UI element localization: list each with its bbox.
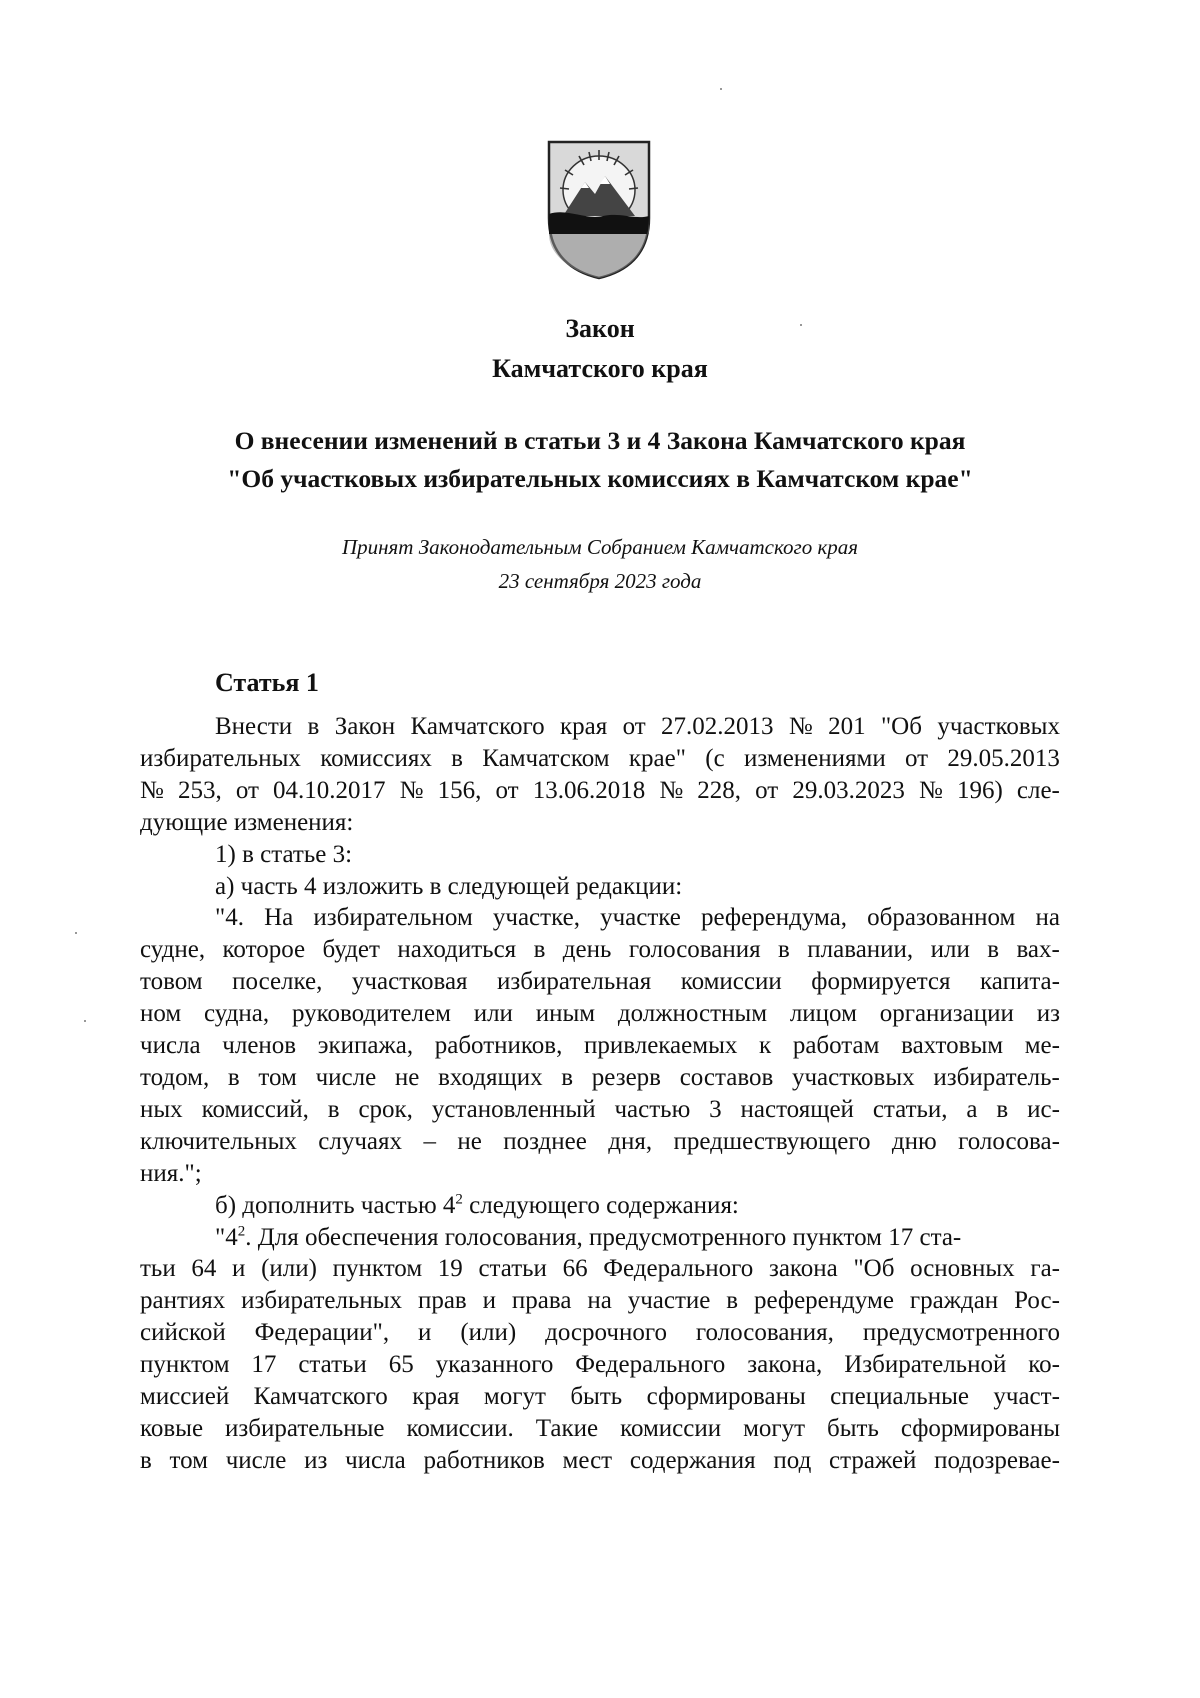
- word: участке: [600, 904, 681, 932]
- word: №: [788, 713, 813, 740]
- word: которое: [222, 936, 306, 964]
- text-line: [140, 902, 1060, 934]
- word: ис-: [1027, 1095, 1060, 1123]
- word: комиссии.: [406, 1414, 514, 1442]
- word: закона,: [747, 1351, 823, 1379]
- word: избирательном: [313, 904, 473, 932]
- word: граждан: [909, 1287, 999, 1315]
- law-title: Закон: [565, 314, 635, 343]
- scan-speck: [75, 932, 77, 934]
- word: в: [451, 744, 463, 772]
- word: комиссии: [620, 1414, 722, 1442]
- word: и: [232, 1255, 246, 1283]
- word: сийской: [140, 1319, 226, 1347]
- article-heading: Статья 1: [215, 668, 319, 697]
- word: предшествующего: [673, 1127, 871, 1155]
- law-subject: [0, 422, 1200, 498]
- word: 156,: [437, 776, 482, 804]
- text-line: [140, 1285, 1060, 1317]
- word: Рос-: [1014, 1287, 1060, 1315]
- word: установленный: [431, 1095, 596, 1123]
- word: ключительных: [140, 1127, 297, 1155]
- word: позднее: [503, 1127, 587, 1155]
- word: ко-: [1028, 1351, 1060, 1379]
- word: привлекаемых: [583, 1032, 738, 1060]
- word: Внести: [215, 713, 293, 740]
- word: находиться: [397, 936, 517, 964]
- word: сформированы: [900, 1414, 1060, 1442]
- word: на: [587, 1287, 612, 1315]
- word: миссией: [140, 1383, 230, 1411]
- kamchatka-coat-of-arms-icon: [545, 138, 653, 280]
- word: основных: [910, 1255, 1015, 1283]
- word: Камчатском: [482, 744, 610, 772]
- word: том: [258, 1063, 297, 1091]
- word: 66: [562, 1255, 588, 1283]
- word: №: [918, 776, 943, 804]
- word: в: [987, 936, 1000, 964]
- word: в: [996, 1095, 1009, 1123]
- word: ном: [140, 1000, 182, 1028]
- word: от: [755, 776, 779, 804]
- text-line: [140, 1381, 1060, 1413]
- word: указанного: [435, 1351, 554, 1379]
- word: "Об: [880, 713, 922, 740]
- word: от: [622, 713, 646, 740]
- word: настоящей: [740, 1095, 854, 1123]
- word: из: [1036, 1000, 1060, 1028]
- article-body: [140, 711, 1060, 1477]
- word: 196): [956, 776, 1003, 804]
- word: №: [399, 776, 424, 804]
- word: Камчатского: [253, 1383, 388, 1411]
- text-line: дующие изменения:: [140, 808, 354, 836]
- word: комиссиях: [320, 744, 432, 772]
- word: под: [773, 1446, 812, 1474]
- word: том: [169, 1446, 208, 1474]
- word: статьи: [478, 1255, 547, 1283]
- word: из: [304, 1446, 328, 1474]
- word: а: [966, 1095, 978, 1123]
- word: стражей: [829, 1446, 917, 1474]
- word: Камчатского: [410, 713, 545, 740]
- word: статьи: [298, 1351, 367, 1379]
- word: референдума,: [700, 904, 848, 932]
- word: ковые: [140, 1414, 204, 1442]
- word: резерв: [591, 1063, 661, 1091]
- word: 29.05.2013: [947, 744, 1060, 772]
- word: не: [457, 1127, 482, 1155]
- text-line: [140, 966, 1060, 998]
- word: составов: [679, 1063, 774, 1091]
- word: и: [418, 1319, 432, 1347]
- word: избирательная: [497, 968, 652, 996]
- word: дня,: [608, 1127, 653, 1155]
- word: работам: [792, 1032, 880, 1060]
- text-line: [140, 934, 1060, 966]
- word: быть: [570, 1383, 623, 1411]
- word: края: [559, 713, 608, 740]
- word: пунктом: [140, 1351, 230, 1379]
- adoption-note: [0, 530, 1200, 598]
- word: 19: [437, 1255, 463, 1283]
- word: досрочного: [545, 1319, 667, 1347]
- word: мест: [562, 1446, 613, 1474]
- word: 27.02.2013: [661, 713, 774, 740]
- word: от: [905, 744, 929, 772]
- word: референдуме: [753, 1287, 894, 1315]
- word: пунктом: [332, 1255, 423, 1283]
- word: капита-: [980, 968, 1060, 996]
- word: сформированы: [646, 1383, 806, 1411]
- word: рантиях: [140, 1287, 226, 1315]
- word: "Об: [853, 1255, 895, 1283]
- word: Федерального: [603, 1255, 754, 1283]
- word: числа: [140, 1032, 201, 1060]
- scan-speck: [720, 88, 722, 90]
- adoption-body: Принят Законодательным Собранием Камчатского края: [341, 535, 859, 559]
- word: тьи: [140, 1255, 176, 1283]
- word: 228,: [697, 776, 742, 804]
- scan-speck: [84, 1020, 86, 1022]
- word: в: [327, 1095, 340, 1123]
- word: должностным: [617, 1000, 768, 1028]
- word: вах-: [1016, 936, 1060, 964]
- word: прав: [417, 1287, 467, 1315]
- word: подозревае-: [934, 1446, 1060, 1474]
- text-line: [140, 1253, 1060, 1285]
- word: избирательных: [241, 1287, 403, 1315]
- word: руководителем: [291, 1000, 451, 1028]
- text-line: а) часть 4 изложить в следующей редакции:: [215, 872, 683, 900]
- word: будет: [322, 936, 380, 964]
- word: участковых: [791, 1063, 915, 1091]
- word: в: [726, 1287, 739, 1315]
- word: в: [561, 1063, 574, 1091]
- word: числа: [345, 1446, 406, 1474]
- word: в: [140, 1446, 152, 1474]
- word: от: [235, 776, 259, 804]
- word: участковая: [351, 968, 468, 996]
- text-line: [140, 1349, 1060, 1381]
- word: предусмотренного: [862, 1319, 1060, 1347]
- scan-speck: [800, 324, 802, 326]
- text-line: [140, 1445, 1060, 1477]
- word: лицом: [789, 1000, 857, 1028]
- word: статьи,: [872, 1095, 948, 1123]
- word: случаях: [318, 1127, 403, 1155]
- word: ме-: [1024, 1032, 1060, 1060]
- word: быть: [827, 1414, 879, 1442]
- word: экипажа,: [317, 1032, 414, 1060]
- text-line: [140, 711, 1060, 743]
- word: края: [412, 1383, 460, 1411]
- word: 201: [828, 713, 866, 740]
- word: участ-: [993, 1383, 1060, 1411]
- word: специальные: [830, 1383, 969, 1411]
- text-line: [140, 1062, 1060, 1094]
- word: судна,: [204, 1000, 270, 1028]
- text-line: [140, 1317, 1060, 1349]
- word: закона: [768, 1255, 838, 1283]
- word: формируется: [811, 968, 951, 996]
- subject-line-2: "Об участковых избирательных комиссиях в Камчатском крае": [227, 464, 973, 493]
- word: ных: [140, 1095, 183, 1123]
- word: иным: [535, 1000, 596, 1028]
- word: крае": [628, 744, 686, 772]
- word: 13.06.2018: [532, 776, 646, 804]
- word: организации: [879, 1000, 1014, 1028]
- word: работников: [423, 1446, 545, 1474]
- text-line: "$4^2$. Для обеспечения голосования, предусмотренного пунктом 17 ста-: [215, 1223, 962, 1251]
- word: Федерального: [575, 1351, 726, 1379]
- word: числе: [225, 1446, 287, 1474]
- word: работников,: [434, 1032, 563, 1060]
- word: 04.10.2017: [273, 776, 386, 804]
- word: 17: [251, 1351, 277, 1379]
- word: (или): [261, 1255, 317, 1283]
- word: права: [511, 1287, 572, 1315]
- text-line: [140, 743, 1060, 775]
- word: от: [495, 776, 519, 804]
- word: тодом,: [140, 1063, 210, 1091]
- word: сле-: [1016, 776, 1060, 804]
- word: На: [264, 904, 294, 932]
- text-line: [140, 1030, 1060, 1062]
- word: избиратель-: [933, 1063, 1060, 1091]
- word: 3: [709, 1095, 722, 1123]
- word: №: [659, 776, 684, 804]
- word: или: [930, 936, 970, 964]
- word: на: [1035, 904, 1060, 932]
- word: 65: [388, 1351, 414, 1379]
- word: в: [307, 713, 320, 740]
- text-line: [140, 1413, 1060, 1445]
- word: голосова-: [958, 1127, 1060, 1155]
- word: голосования: [628, 936, 761, 964]
- word: входящих: [438, 1063, 543, 1091]
- law-region: Камчатского края: [492, 354, 708, 383]
- word: участковых: [937, 713, 1060, 740]
- text-line: б) дополнить частью $4^2$ следующего содержания:: [215, 1191, 739, 1219]
- word: к: [759, 1032, 772, 1060]
- word: голосования,: [695, 1319, 834, 1347]
- word: могут: [483, 1383, 546, 1411]
- text-line: [140, 1126, 1060, 1158]
- word: в: [778, 936, 790, 964]
- text-line: [140, 775, 1060, 807]
- word: га-: [1030, 1255, 1060, 1283]
- word: содержания: [629, 1446, 756, 1474]
- word: судне,: [140, 936, 206, 964]
- word: Федерации",: [254, 1319, 390, 1347]
- word: образованном: [867, 904, 1016, 932]
- word: поселке,: [232, 968, 323, 996]
- word: срок,: [358, 1095, 413, 1123]
- word: (или): [460, 1319, 517, 1347]
- text-line: [140, 1094, 1060, 1126]
- word: изменениями: [743, 744, 886, 772]
- word: (с: [705, 744, 725, 772]
- word: Закон: [334, 713, 396, 740]
- word: членов: [222, 1032, 297, 1060]
- word: числе: [315, 1063, 377, 1091]
- word: Избирательной: [844, 1351, 1007, 1379]
- word: вахтовым: [901, 1032, 1004, 1060]
- text-line: ния.";: [140, 1159, 202, 1187]
- word: комиссий,: [201, 1095, 309, 1123]
- word: 64: [191, 1255, 217, 1283]
- word: участке,: [492, 904, 580, 932]
- word: комиссии: [680, 968, 782, 996]
- word: в: [533, 936, 546, 964]
- word: частью: [614, 1095, 691, 1123]
- word: участие: [627, 1287, 711, 1315]
- text-line: [140, 998, 1060, 1030]
- subject-line-1: О внесении изменений в статьи 3 и 4 Закона Камчатского края: [234, 426, 966, 455]
- adoption-date: 23 сентября 2023 года: [498, 569, 702, 593]
- word: день: [562, 936, 612, 964]
- word: 253,: [177, 776, 222, 804]
- word: –: [423, 1127, 436, 1155]
- word: избирательных: [140, 744, 301, 772]
- word: плавании,: [807, 936, 914, 964]
- word: и: [482, 1287, 497, 1315]
- word: 29.03.2023: [792, 776, 905, 804]
- text-line: 1) в статье 3:: [215, 840, 353, 868]
- word: могут: [743, 1414, 806, 1442]
- word: не: [394, 1063, 420, 1091]
- word: избирательные: [225, 1414, 385, 1442]
- word: товом: [140, 968, 203, 996]
- word: в: [227, 1063, 240, 1091]
- word: "4.: [215, 904, 244, 932]
- word: или: [473, 1000, 513, 1028]
- word: дню: [891, 1127, 937, 1155]
- word: Такие: [535, 1414, 599, 1442]
- word: №: [140, 776, 164, 804]
